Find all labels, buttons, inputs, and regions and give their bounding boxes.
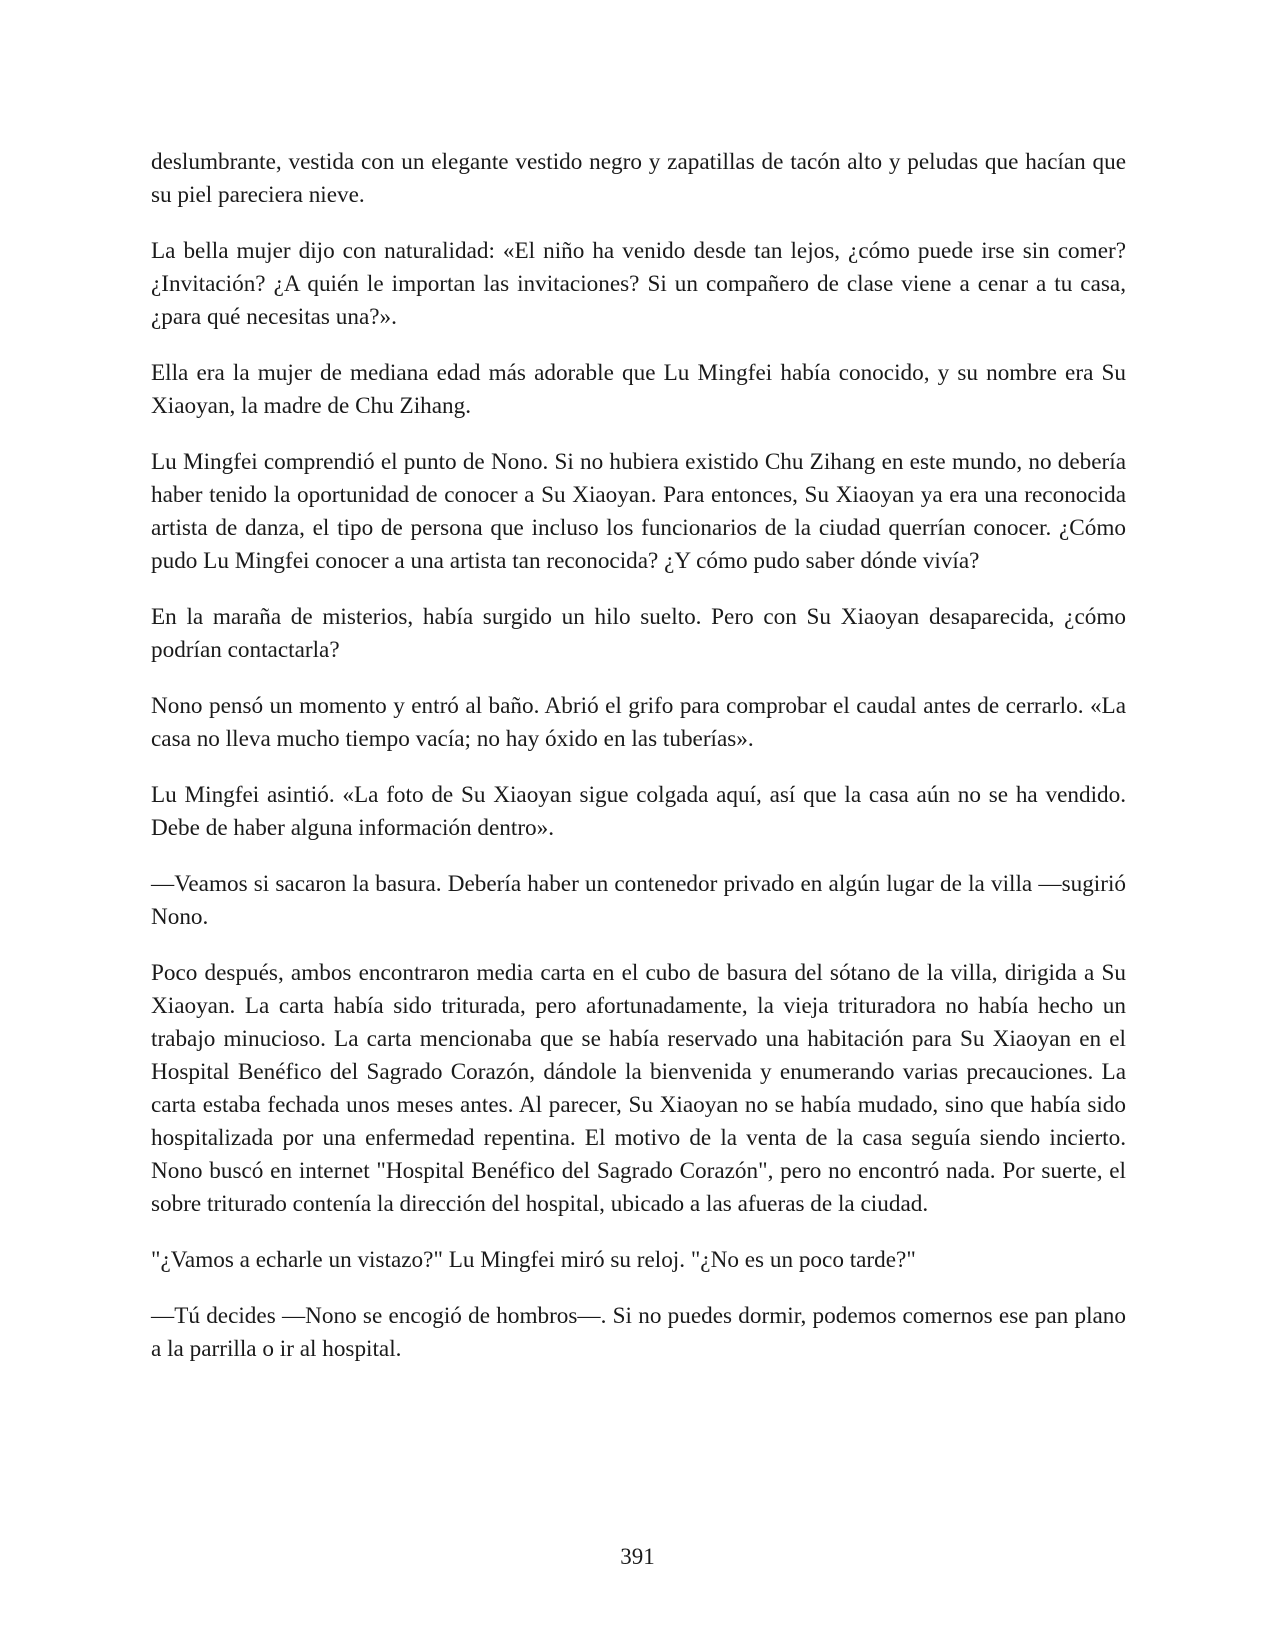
page-number: 391: [620, 1544, 655, 1569]
paragraph: —Veamos si sacaron la basura. Debería haber un contenedor privado en algún lugar de la villa —sugirió Nono.: [151, 871, 1126, 930]
body-text: [151, 146, 1126, 1389]
paragraph: Nono pensó un momento y entró al baño. Abrió el grifo para comprobar el caudal antes de cerrarlo. «La casa no lleva mucho tiempo vacía; no hay óxido en las tuberías».: [151, 693, 1126, 752]
paragraph: Lu Mingfei comprendió el punto de Nono. Si no hubiera existido Chu Zihang en este mundo, no debería haber tenido la oportunidad de conocer a Su Xiaoyan. Para entonces, Su Xiaoyan ya era una reconocida artista de danza, el tipo de persona que incluso los funcionarios de la ciudad querrían conocer. ¿Cómo pudo Lu Mingfei conocer a una artista tan reconocida? ¿Y cómo pudo saber dónde vivía?: [151, 449, 1126, 574]
paragraph: deslumbrante, vestida con un elegante vestido negro y zapatillas de tacón alto y peludas que hacían que su piel pareciera nieve.: [151, 149, 1126, 208]
paragraph: La bella mujer dijo con naturalidad: «El niño ha venido desde tan lejos, ¿cómo puede irse sin comer? ¿Invitación? ¿A quién le importan las invitaciones? Si un compañero de clase viene a cenar a tu casa, ¿para qué necesitas una?».: [151, 238, 1126, 330]
paragraph: Ella era la mujer de mediana edad más adorable que Lu Mingfei había conocido, y su nombre era Su Xiaoyan, la madre de Chu Zihang.: [151, 360, 1126, 419]
paragraph: Lu Mingfei asintió. «La foto de Su Xiaoyan sigue colgada aquí, así que la casa aún no se ha vendido. Debe de haber alguna información dentro».: [151, 782, 1126, 841]
paragraph: —Tú decides —Nono se encogió de hombros—. Si no puedes dormir, podemos comernos ese pan plano a la parrilla o ir al hospital.: [151, 1303, 1126, 1362]
paragraph: Poco después, ambos encontraron media carta en el cubo de basura del sótano de la villa, dirigida a Su Xiaoyan. La carta había sido triturada, pero afortunadamente, la vieja trituradora no había hecho un trabajo minucioso. La carta mencionaba que se había reservado una habitación para Su Xiaoyan en el Hospital Benéfico del Sagrado Corazón, dándole la bienvenida y enumerando varias precauciones. La carta estaba fechada unos meses antes. Al parecer, Su Xiaoyan no se había mudado, sino que había sido hospitalizada por una enfermedad repentina. El motivo de la venta de la casa seguía siendo incierto. Nono buscó en internet "Hospital Benéfico del Sagrado Corazón", pero no encontró nada. Por suerte, el sobre triturado contenía la dirección del hospital, ubicado a las afueras de la ciudad.: [151, 960, 1126, 1217]
paragraph: En la maraña de misterios, había surgido un hilo suelto. Pero con Su Xiaoyan desaparecida, ¿cómo podrían contactarla?: [151, 604, 1126, 663]
paragraph: "¿Vamos a echarle un vistazo?" Lu Mingfei miró su reloj. "¿No es un poco tarde?": [151, 1247, 916, 1273]
